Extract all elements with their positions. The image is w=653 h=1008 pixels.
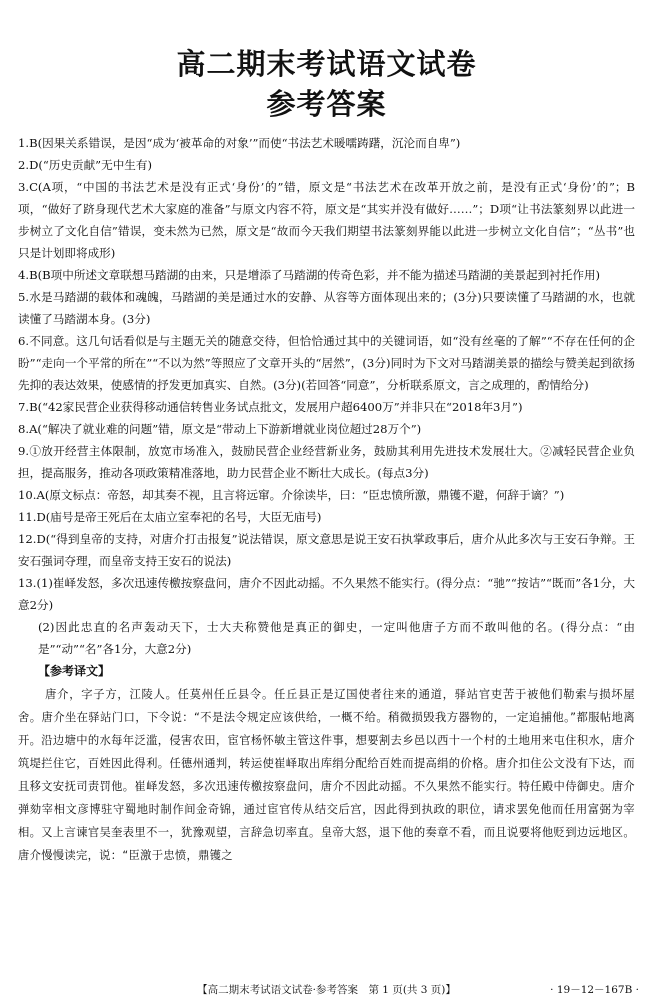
answer-text: D(“历史贡献”无中生有) xyxy=(29,158,153,172)
footer-page-label: 【高二期末考试语文试卷·参考答案 第 1 页(共 3 页)】 xyxy=(197,984,456,996)
answer-text: B(因果关系错误，是因“成为‘被革命的对象’”而使“书法艺术暖嚅踌躇，沉沦而自卑”) xyxy=(29,136,461,150)
answer-item xyxy=(18,440,635,484)
answer-text: C(A项，“中国的书法艺术是没有正式‘身份’的”错，原文是“书法艺术在改革开放之前，是没有正式‘身份’的”；B项，“做好了跻身现代艺术大家庭的准备”与原文内容不符，原文是“其实并没有做好……”；D项“让书法篆刻界以此进一步树立了文化自信”错误，变未然为已然，原文是“故而今天我们期望书法篆刻界能以此进一步树立文化自信”；“丛书”也只是计划即将成形) xyxy=(18,180,635,260)
answer-number: 4. xyxy=(18,268,30,282)
answer-text: D(“得到皇帝的支持，对唐介打击报复”说法错误，原文意思是说王安石执掌政事后，唐介从此多次与王安石争辩。王安石强词夺理，而皇帝支持王安石的说法) xyxy=(18,532,635,568)
answer-number: 6. xyxy=(18,334,30,348)
answer-number: 11. xyxy=(18,510,37,524)
answer-number: 8. xyxy=(18,422,30,436)
answer-number: 3. xyxy=(18,180,30,194)
answer-item xyxy=(18,506,635,528)
answer-number: 13. xyxy=(18,576,37,590)
answer-number: 5. xyxy=(18,290,30,304)
answer-text: B(B项中所述文章联想马踏湖的由来，只是增添了马踏湖的传奇色彩，并不能为描述马踏湖的美景起到衬托作用) xyxy=(29,268,601,282)
answer-item xyxy=(18,264,635,286)
answer-text: 不同意。这几句话看似是与主题无关的随意交待，但恰恰通过其中的关键词语，如“没有丝毫的了解”“不存在任何的企盼”“走向一个平常的所在”“不以为然”等照应了文章开头的“居然”，(3分)同时为下文对马踏湖美景的描绘与赞美起到欲扬先抑的表达效果，使感情的抒发更加真实、自然。(3分)(若回答“同意”，分析联系原文，言之成理的，酌情给分) xyxy=(18,334,635,392)
answer-text: D(庙号是帝王死后在太庙立室奉祀的名号，大臣无庙号) xyxy=(36,510,322,524)
answer-text: ①放开经营主体限制，放宽市场准入，鼓励民营企业经营新业务，鼓励其利用先进技术发展壮大。②减轻民营企业负担，提高服务，推动各项政策精准落地，助力民营企业不断壮大成长。(每点3分) xyxy=(18,444,635,480)
answer-item xyxy=(18,396,635,418)
answer-item xyxy=(18,330,635,396)
page-footer xyxy=(0,982,653,1000)
answer-item xyxy=(18,616,635,660)
answer-number: 10. xyxy=(18,488,37,502)
answer-text: 水是马踏湖的载体和魂魄，马踏湖的美是通过水的安静、从容等方面体现出来的；(3分)只要读懂了马踏湖的水，也就读懂了马踏湖本身。(3分) xyxy=(18,290,635,326)
answer-item xyxy=(18,286,635,330)
page-title: 高二期末考试语文试卷 xyxy=(176,47,477,81)
answer-text: (1)崔峄发怒，多次迅速传檄按察盘问，唐介不因此动摇。不久果然不能实行。(得分点：“驰”“按诘”“既而”各1分，大意2分) xyxy=(18,576,635,612)
answer-item xyxy=(18,418,635,440)
answer-number: 9. xyxy=(18,444,30,458)
page-subtitle: 参考答案 xyxy=(266,87,387,121)
answer-item xyxy=(18,176,635,264)
answer-text: (2)因此忠直的名声轰动天下，士大夫称赞他是真正的御史，一定叫他唐子方而不敢叫他的名。(得分点：“由是”“动”“名”各1分，大意2分) xyxy=(38,620,635,656)
footer-code: · 19－12－167B · xyxy=(550,984,639,996)
answer-number: 1. xyxy=(18,136,30,150)
answer-item xyxy=(18,528,635,572)
answer-number: 7. xyxy=(18,400,30,414)
answer-text: B(“42家民营企业获得移动通信转售业务试点批文，发展用户超6400万”并非只在“2018年3月”) xyxy=(29,400,523,414)
answer-item xyxy=(18,132,635,154)
answer-number: 2. xyxy=(18,158,30,172)
answer-item xyxy=(18,484,635,506)
translation-text: 唐介，字子方，江陵人。任莫州任丘县令。任丘县正是辽国使者往来的通道，驿站官吏苦于被他们勒索与损坏屋舍。唐介坐在驿站门口，下令说：“不是法令规定应该供给，一概不给。稍微损毁我方器物的，一定追捕他。”都服帖地离开。沿边塘中的水每年泛滥，侵害农田，宦官杨怀敏主管这件事，想要割去乡邑以西十一个村的土地用来屯住积水，唐介筑堤拦住它，百姓因此得利。任德州通判，转运使崔峄取出库绢分配给百姓而提高绢的价格。唐介扣住公文没有下达，而且移文安抚司责罚他。崔峄发怒，多次迅速传檄按察盘问，唐介不因此动摇。不久果然不能实行。特任殿中侍御史。唐介弹劾宰相文彦博驻守蜀地时制作间金奇锦，通过宦官传从结交后宫，因此得到执政的职位，请求罢免他而任用富弼为宰相。又上言谏官吴奎表里不一，犹豫观望，言辞急切率直。皇帝大怒，退下他的奏章不看，而且说要将他贬到边远地区。唐介慢慢读完，说：“臣激于忠愤，鼎镬之 xyxy=(18,688,635,862)
answer-list xyxy=(18,132,635,660)
answer-text: A(“解决了就业难的问题”错，原文是“带动上下游新增就业岗位超过28万个”) xyxy=(29,422,422,436)
translation-heading: 【参考译文】 xyxy=(38,664,111,678)
answer-item xyxy=(18,572,635,616)
answer-text: A(原文标点：帝怒，却其奏不视，且言将远窜。介徐读毕，曰：“臣忠愤所激，鼎镬不避，何辞于谪？”) xyxy=(36,488,565,502)
answer-item xyxy=(18,154,635,176)
answer-number: 12. xyxy=(18,532,37,546)
